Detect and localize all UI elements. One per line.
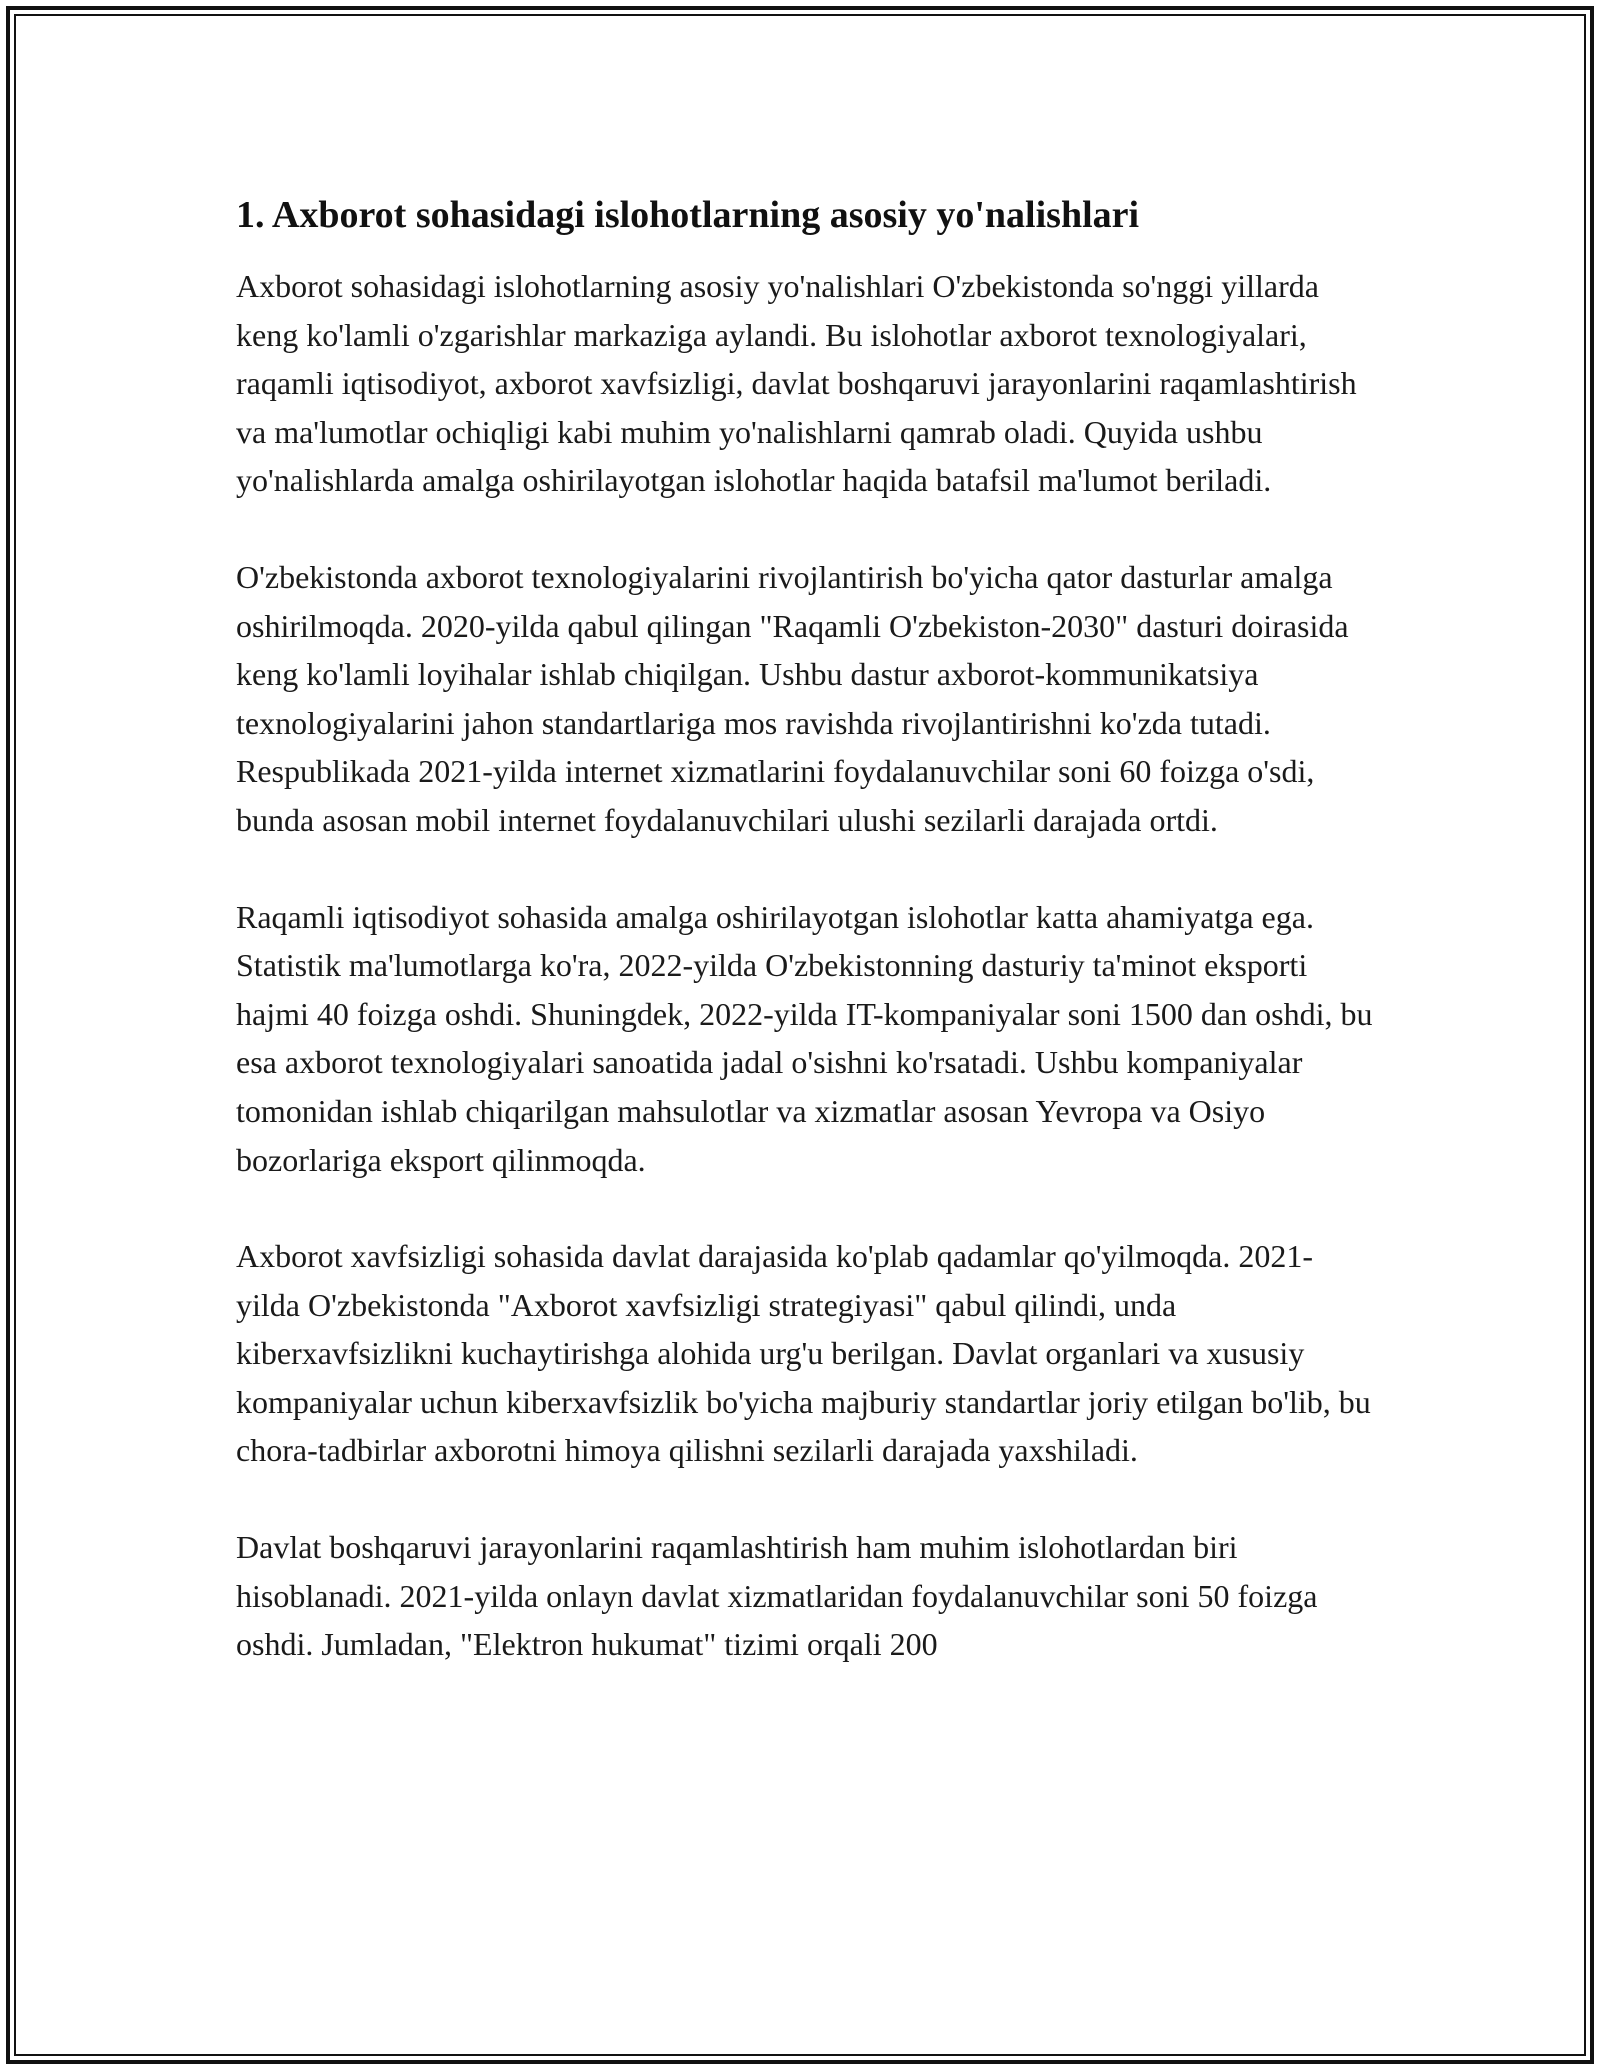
document-body [236,188,1376,1717]
paragraph-it-development: O'zbekistonda axborot texnologiyalarini rivojlantirish bo'yicha qator dasturlar amalga oshirilmoqda. 2020-yilda qabul qilingan "Raqamli O'zbekiston-2030" dasturi doirasida keng ko'lamli loyihalar ishlab chiqilgan. Ushbu dastur axborot-kommunikatsiya texnologiyalarini jahon standartlariga mos ravishda rivojlantirishni ko'zda tutadi. Respublikada 2021-yilda internet xizmatlarini foydalanuvchilar soni 60 foizga o'sdi, bunda asosan mobil internet foydalanuvchilari ulushi sezilarli darajada ortdi. [236,558,1349,838]
section-heading: 1. Axborot sohasidagi islohotlarning asosiy yo'nalishlari [236,194,1140,236]
paragraph-e-government: Davlat boshqaruvi jarayonlarini raqamlashtirish ham muhim islohotlardan biri hisoblanadi. 2021-yilda onlayn davlat xizmatlaridan foydalanuvchilar soni 50 foizga oshdi. Jumladan, "Elektron hukumat" tizimi orqali 200 [236,1529,1318,1663]
paragraph-intro: Axborot sohasidagi islohotlarning asosiy yo'nalishlari O'zbekistonda so'nggi yillarda keng ko'lamli o'zgarishlar markaziga aylandi. Bu islohotlar axborot texnologiyalari, raqamli iqtisodiyot, axborot xavfsizligi, davlat boshqaruvi jarayonlarini raqamlashtirish va ma'lumotlar ochiqligi kabi muhim yo'nalishlarni qamrab oladi. Quyida ushbu yo'nalishlarda amalga oshirilayotgan islohotlar haqida batafsil ma'lumot beriladi. [236,268,1357,499]
paragraph-digital-economy: Raqamli iqtisodiyot sohasida amalga oshirilayotgan islohotlar katta ahamiyatga ega. Statistik ma'lumotlarga ko'ra, 2022-yilda O'zbekistonning dasturiy ta'minot eksporti hajmi 40 foizga oshdi. Shuningdek, 2022-yilda IT-kompaniyalar soni 1500 dan oshdi, bu esa axborot texnologiyalari sanoatida jadal o'sishni ko'rsatadi. Ushbu kompaniyalar tomonidan ishlab chiqarilgan mahsulotlar va xizmatlar asosan Yevropa va Osiyo bozorlariga eksport qilinmoqda. [236,898,1373,1178]
paragraph-information-security: Axborot xavfsizligi sohasida davlat darajasida ko'plab qadamlar qo'yilmoqda. 2021-yilda O'zbekistonda "Axborot xavfsizligi strategiyasi" qabul qilindi, unda kiberxavfsizlikni kuchaytirishga alohida urg'u berilgan. Davlat organlari va xususiy kompaniyalar uchun kiberxavfsizlik bo'yicha majburiy standartlar joriy etilgan bo'lib, bu chora-tadbirlar axborotni himoya qilishni sezilarli darajada yaxshiladi. [236,1238,1371,1469]
